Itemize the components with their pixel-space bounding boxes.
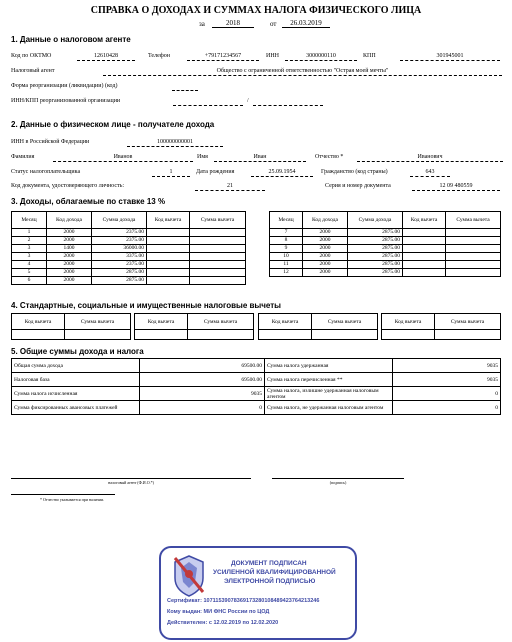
deduction-code-cell xyxy=(403,229,446,237)
income-code-cell: 2000 xyxy=(303,269,348,277)
table-row xyxy=(270,261,501,269)
deduction-code-cell xyxy=(147,237,190,245)
reorg-slash: / xyxy=(247,98,249,104)
col-income-sum: Сумма дохода xyxy=(348,212,403,229)
table-row xyxy=(12,359,501,373)
deduction-code-cell xyxy=(382,330,435,340)
deduction-code-cell xyxy=(12,330,65,340)
month-cell: 6 xyxy=(12,277,47,285)
total-label-cell: Налоговая база xyxy=(12,373,140,387)
person-inn-value: 100000000001 xyxy=(127,138,223,147)
income-code-cell: 2000 xyxy=(303,261,348,269)
table-row xyxy=(12,269,246,277)
table-row xyxy=(12,401,501,415)
deduction-code-cell xyxy=(147,245,190,253)
deduction-table xyxy=(134,313,254,340)
deduction-sum-cell xyxy=(190,237,246,245)
citizenship-label: Гражданство (код страны) xyxy=(321,169,388,175)
stamp-valid: Действителен: с 12.02.2019 по 12.02.2020 xyxy=(167,620,279,626)
income-sum-cell: 2875.00 xyxy=(348,261,403,269)
table-row xyxy=(270,269,501,277)
col-deduction-code: Код вычета xyxy=(382,314,435,330)
oktmo-value: 12610428 xyxy=(77,52,135,61)
col-deduction-code: Код вычета xyxy=(135,314,188,330)
table-row xyxy=(259,330,378,340)
patronymic-label: Отчество * xyxy=(315,154,344,160)
deduction-sum-cell xyxy=(446,229,501,237)
month-cell: 8 xyxy=(270,237,303,245)
doc-code-label: Код документа, удостоверяющего личность: xyxy=(11,183,125,189)
income-sum-cell: 2875.00 xyxy=(92,277,147,285)
col-income-sum: Сумма дохода xyxy=(92,212,147,229)
income-sum-cell: 2875.00 xyxy=(348,229,403,237)
col-deduction-sum: Сумма вычета xyxy=(65,314,131,330)
digital-signature-stamp xyxy=(159,546,357,640)
deduction-code-cell xyxy=(147,253,190,261)
col-deduction-code: Код вычета xyxy=(259,314,312,330)
deduction-code-cell xyxy=(147,277,190,285)
deduction-code-cell xyxy=(259,330,312,340)
income-code-cell: 2000 xyxy=(47,229,92,237)
col-deduction-sum: Сумма вычета xyxy=(446,212,501,229)
month-cell: 4 xyxy=(12,261,47,269)
phone-value: +79171234567 xyxy=(187,52,259,61)
deduction-sum-cell xyxy=(190,229,246,237)
deduction-code-cell xyxy=(147,261,190,269)
income-sum-cell: 2875.00 xyxy=(348,253,403,261)
income-sum-cell: 2875.00 xyxy=(348,237,403,245)
deduction-sum-cell xyxy=(312,330,378,340)
agent-name-label: Налоговый агент xyxy=(11,68,55,74)
income-table-left xyxy=(11,211,246,285)
col-deduction-sum: Сумма вычета xyxy=(188,314,254,330)
income-sum-cell: 2875.00 xyxy=(92,269,147,277)
col-deduction-code: Код вычета xyxy=(147,212,190,229)
signature-line-sign xyxy=(272,478,404,479)
agent-name-value: Общество с ограниченной ответственностью "Острая моей мечты" xyxy=(103,67,502,76)
total-value-cell: 0 xyxy=(140,401,265,415)
month-cell: 7 xyxy=(270,229,303,237)
month-cell: 11 xyxy=(270,261,303,269)
agent-inn-label: ИНН xyxy=(266,53,279,59)
total-value-cell: 9035 xyxy=(140,387,265,401)
income-code-cell: 2000 xyxy=(303,229,348,237)
title-from-label: от xyxy=(270,20,277,28)
deduction-sum-cell xyxy=(190,277,246,285)
document-title: СПРАВКА О ДОХОДАХ И СУММАХ НАЛОГА ФИЗИЧЕСКОГО ЛИЦА xyxy=(90,5,422,16)
income-code-cell: 1400 xyxy=(47,245,92,253)
col-deduction-sum: Сумма вычета xyxy=(190,212,246,229)
col-deduction-sum: Сумма вычета xyxy=(312,314,378,330)
table-row xyxy=(270,229,501,237)
income-code-cell: 2000 xyxy=(47,253,92,261)
person-inn-label: ИНН в Российской Федерации xyxy=(11,139,90,145)
income-sum-cell: 2375.00 xyxy=(92,261,147,269)
table-row xyxy=(12,387,501,401)
total-label-cell: Сумма налога удержанная xyxy=(265,359,393,373)
total-label-cell: Сумма налога, излишне удержанная налоговым агентом xyxy=(265,387,393,401)
table-row xyxy=(12,237,246,245)
deduction-sum-cell xyxy=(190,261,246,269)
deduction-sum-cell xyxy=(446,245,501,253)
total-label-cell: Общая сумма дохода xyxy=(12,359,140,373)
phone-label: Телефон xyxy=(148,53,170,59)
reorg-form-label: Форма реорганизации (ликвидации) (код) xyxy=(11,83,118,89)
signature-line-agent xyxy=(11,478,251,479)
total-value-cell: 69500.00 xyxy=(140,373,265,387)
month-cell: 3 xyxy=(12,245,47,253)
deduction-sum-cell xyxy=(65,330,131,340)
deduction-table xyxy=(11,313,131,340)
income-sum-cell: 3375.00 xyxy=(92,253,147,261)
income-sum-cell: 2875.00 xyxy=(348,245,403,253)
report-year: 2018 xyxy=(212,19,254,28)
income-table-right xyxy=(269,211,501,277)
deduction-sum-cell xyxy=(190,269,246,277)
section-income-heading: 3. Доходы, облагаемые по ставке 13 % xyxy=(11,197,166,206)
agent-caption: налоговый агент (Ф.И.О.*) xyxy=(108,480,154,485)
table-row xyxy=(12,373,501,387)
month-cell: 5 xyxy=(12,269,47,277)
section-agent-heading: 1. Данные о налоговом агенте xyxy=(11,35,131,44)
stamp-line-1: ДОКУМЕНТ ПОДПИСАН xyxy=(231,560,307,567)
total-value-cell: 0 xyxy=(393,387,501,401)
deduction-sum-cell xyxy=(435,330,501,340)
surname-label: Фамилия xyxy=(11,154,35,160)
total-value-cell: 0 xyxy=(393,401,501,415)
income-code-cell: 2000 xyxy=(47,277,92,285)
col-month: Месяц xyxy=(270,212,303,229)
stamp-line-3: ЭЛЕКТРОННОЙ ПОДПИСЬЮ xyxy=(224,578,316,585)
deduction-code-cell xyxy=(135,330,188,340)
income-sum-cell: 2375.00 xyxy=(92,237,147,245)
deduction-sum-cell xyxy=(190,245,246,253)
patronymic-value: Иванович xyxy=(357,153,503,162)
surname-value: Иванов xyxy=(53,153,193,162)
title-for-label: за xyxy=(199,20,205,28)
first-name-label: Имя xyxy=(197,154,208,160)
doc-code-value: 21 xyxy=(195,182,265,191)
doc-series-label: Серия и номер документа xyxy=(325,183,391,189)
deduction-sum-cell xyxy=(188,330,254,340)
income-code-cell: 2000 xyxy=(47,269,92,277)
income-code-cell: 2000 xyxy=(47,237,92,245)
month-cell: 1 xyxy=(12,229,47,237)
section-person-heading: 2. Данные о физическом лице - получателе дохода xyxy=(11,120,215,129)
col-deduction-code: Код вычета xyxy=(403,212,446,229)
stamp-line-2: УСИЛЕННОЙ КВАЛИФИЦИРОВАННОЙ xyxy=(213,569,336,576)
col-income-code: Код дохода xyxy=(303,212,348,229)
month-cell: 9 xyxy=(270,245,303,253)
total-value-cell: 69500.00 xyxy=(140,359,265,373)
citizenship-value: 643 xyxy=(410,168,450,177)
first-name-value: Иван xyxy=(214,153,306,162)
deduction-code-cell xyxy=(403,237,446,245)
birth-date-value: 25.09.1954 xyxy=(251,168,313,177)
table-row xyxy=(135,330,254,340)
col-deduction-sum: Сумма вычета xyxy=(435,314,501,330)
month-cell: 2 xyxy=(12,237,47,245)
income-code-cell: 2000 xyxy=(47,261,92,269)
reorg-form-value xyxy=(172,82,198,91)
month-cell: 3 xyxy=(12,253,47,261)
table-row xyxy=(12,253,246,261)
deduction-code-cell xyxy=(403,269,446,277)
table-row xyxy=(12,245,246,253)
table-row xyxy=(382,330,501,340)
table-row xyxy=(12,277,246,285)
deduction-code-cell xyxy=(403,261,446,269)
reorg-kpp-value xyxy=(253,97,323,106)
col-month: Месяц xyxy=(12,212,47,229)
deduction-sum-cell xyxy=(446,237,501,245)
reorg-inn-value xyxy=(173,97,243,106)
birth-date-label: Дата рождения xyxy=(196,169,235,175)
deduction-code-cell xyxy=(403,245,446,253)
deduction-table xyxy=(258,313,378,340)
reorg-inn-label: ИНН/КПП реорганизованной организации xyxy=(11,98,121,104)
stamp-cert: Сертификат: 10711539078369173280108489423764213246 xyxy=(167,598,320,604)
deduction-sum-cell xyxy=(446,253,501,261)
income-code-cell: 2000 xyxy=(303,237,348,245)
sign-caption: (подпись) xyxy=(329,480,347,485)
totals-table xyxy=(11,358,501,415)
status-label: Статус налогоплательщика xyxy=(11,169,81,175)
emblem-icon xyxy=(169,552,209,598)
deduction-code-cell xyxy=(147,269,190,277)
total-label-cell: Сумма налога, не удержанная налоговым агентом xyxy=(265,401,393,415)
kpp-label: КПП xyxy=(363,53,376,59)
col-income-code: Код дохода xyxy=(47,212,92,229)
month-cell: 12 xyxy=(270,269,303,277)
deduction-code-cell xyxy=(147,229,190,237)
status-value: 1 xyxy=(152,168,190,177)
income-code-cell: 2000 xyxy=(303,245,348,253)
deduction-code-cell xyxy=(403,253,446,261)
oktmo-label: Код по ОКТМО xyxy=(11,53,52,59)
table-row xyxy=(12,330,131,340)
table-row xyxy=(12,229,246,237)
income-code-cell: 2000 xyxy=(303,253,348,261)
deduction-sum-cell xyxy=(446,269,501,277)
income-sum-cell: 36000.00 xyxy=(92,245,147,253)
footnote-line xyxy=(11,494,115,495)
total-label-cell: Сумма фиксированных авансовых платежей xyxy=(12,401,140,415)
total-value-cell: 9035 xyxy=(393,373,501,387)
total-value-cell: 9035 xyxy=(393,359,501,373)
agent-inn-value: 3000000110 xyxy=(285,52,357,61)
col-deduction-code: Код вычета xyxy=(12,314,65,330)
doc-series-value: 12 09 480559 xyxy=(412,182,500,191)
income-sum-cell: 2875.00 xyxy=(348,269,403,277)
stamp-issuer: Кому выдан: МИ ФНС России по ЦОД xyxy=(167,609,270,615)
income-sum-cell: 2375.00 xyxy=(92,229,147,237)
total-label-cell: Сумма налога исчисленная xyxy=(12,387,140,401)
report-date: 26.03.2019 xyxy=(282,19,330,28)
kpp-value: 301945001 xyxy=(400,52,500,61)
section-totals-heading: 5. Общие суммы дохода и налога xyxy=(11,347,144,356)
table-row xyxy=(270,253,501,261)
deduction-table xyxy=(381,313,501,340)
section-deductions-heading: 4. Стандартные, социальные и имущественные налоговые вычеты xyxy=(11,301,281,310)
deduction-sum-cell xyxy=(190,253,246,261)
table-row xyxy=(12,261,246,269)
table-row xyxy=(270,245,501,253)
table-row xyxy=(270,237,501,245)
footnote: * Отчество указывается при наличии. xyxy=(40,497,105,502)
deduction-sum-cell xyxy=(446,261,501,269)
month-cell: 10 xyxy=(270,253,303,261)
total-label-cell: Сумма налога перечисленная ** xyxy=(265,373,393,387)
